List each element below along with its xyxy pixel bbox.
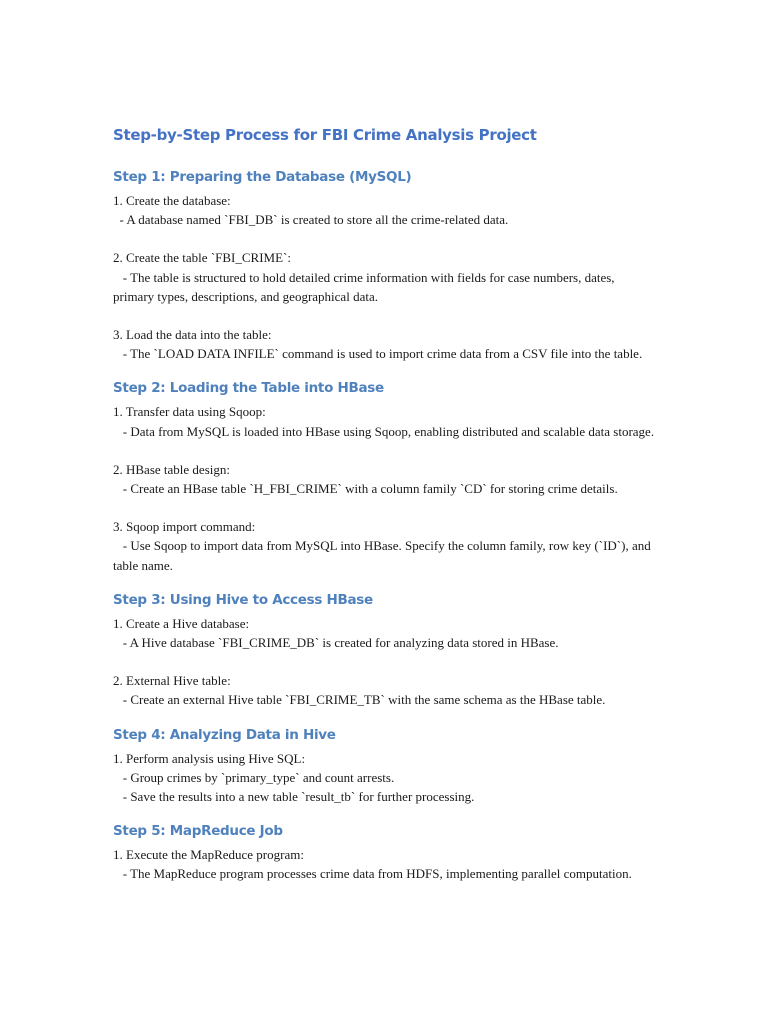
list-item (113, 325, 658, 363)
item-detail-line: - Create an HBase table `H_FBI_CRIME` with a column family `CD` for storing crime details. (113, 481, 618, 497)
item-title: 1. Create a Hive database: (113, 615, 250, 631)
item-title: 2. HBase table design: (113, 461, 230, 477)
item-detail-line: - Data from MySQL is loaded into HBase using Sqoop, enabling distributed and scalable data storage. (113, 423, 655, 439)
list-item (113, 248, 658, 306)
document-title: Step-by-Step Process for FBI Crime Analysis Project (113, 126, 537, 144)
item-title: 3. Sqoop import command: (113, 519, 256, 535)
item-title: 1. Create the database: (113, 193, 231, 208)
item-title: 1. Perform analysis using Hive SQL: (113, 750, 306, 766)
document-content (113, 124, 658, 899)
section-heading: Step 4: Analyzing Data in Hive (113, 726, 336, 743)
list-item (113, 749, 658, 807)
item-detail-line: - Create an external Hive table `FBI_CRIME_TB` with the same schema as the HBase table. (113, 692, 606, 708)
item-title: 2. Create the table `FBI_CRIME`: (113, 250, 291, 266)
list-item (113, 671, 658, 709)
list-item (113, 517, 658, 575)
item-title: 2. External Hive table: (113, 673, 231, 689)
item-title: 1. Transfer data using Sqoop: (113, 404, 266, 420)
list-item (113, 460, 658, 498)
item-detail-line: - A Hive database `FBI_CRIME_DB` is created for analyzing data stored in HBase. (113, 635, 559, 651)
section-step-5 (113, 821, 658, 883)
item-detail-line: - A database named `FBI_DB` is created to store all the crime-related data. (113, 212, 509, 228)
section-step-4 (113, 725, 658, 807)
item-detail-line: - Save the results into a new table `result_tb` for further processing. (113, 789, 475, 805)
section-step-1 (113, 167, 658, 363)
section-heading: Step 1: Preparing the Database (MySQL) (113, 169, 412, 185)
list-item (113, 614, 658, 652)
section-heading: Step 2: Loading the Table into HBase (113, 380, 384, 397)
item-detail-line: - The table is structured to hold detailed crime information with fields for case numbers, dates, primary types, descriptions, and geographical data. (113, 269, 618, 304)
list-item (113, 845, 658, 883)
section-heading: Step 3: Using Hive to Access HBase (113, 591, 373, 608)
list-item (113, 402, 658, 440)
sections-container (113, 167, 658, 884)
item-detail-line: - The MapReduce program processes crime data from HDFS, implementing parallel computation. (113, 866, 632, 882)
item-title: 1. Execute the MapReduce program: (113, 847, 304, 863)
item-title: 3. Load the data into the table: (113, 327, 272, 343)
item-detail-line: - Group crimes by `primary_type` and count arrests. (113, 769, 395, 785)
section-heading: Step 5: MapReduce Job (113, 823, 283, 840)
list-item (113, 191, 658, 229)
section-step-3 (113, 590, 658, 710)
section-step-2 (113, 378, 658, 574)
item-detail-line: - Use Sqoop to import data from MySQL into HBase. Specify the column family, row key (`ID`), and table name. (113, 538, 654, 573)
item-detail-line: - The `LOAD DATA INFILE` command is used to import crime data from a CSV file into the table. (113, 346, 643, 362)
